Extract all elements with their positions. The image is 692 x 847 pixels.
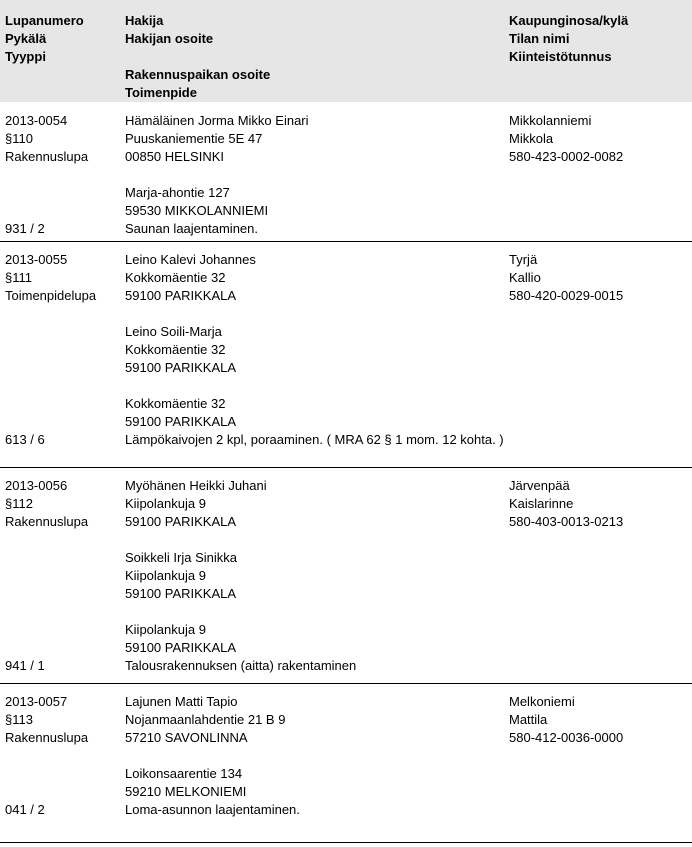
permit-number: 2013-0055: [5, 252, 68, 267]
district-name: Melkoniemi: [509, 694, 575, 709]
property-info: [509, 251, 623, 305]
header-label: Kiinteistötunnus: [509, 49, 612, 64]
applicant-address: 57210 SAVONLINNA: [125, 730, 248, 745]
site-address: Kokkomäentie 32: [125, 396, 226, 411]
site-address: Loikonsaarentie 134: [125, 766, 243, 781]
permit-info: [5, 112, 88, 166]
header-label: Rakennuspaikan osoite: [125, 67, 271, 82]
property-info: [509, 477, 623, 531]
applicant-address: Nojanmaanlahdentie 21 B 9: [125, 712, 286, 727]
permit-info: [5, 693, 88, 747]
property-id: 580-412-0036-0000: [509, 730, 624, 745]
permit-record: [0, 467, 692, 684]
permit-type: Rakennuslupa: [5, 149, 89, 164]
applicant-info: [125, 112, 309, 238]
permit-number: 2013-0057: [5, 694, 68, 709]
site-address: Marja-ahontie 127: [125, 185, 230, 200]
property-id: 580-420-0029-0015: [509, 288, 624, 303]
spacer: [125, 747, 300, 765]
permit-number: 2013-0056: [5, 478, 68, 493]
property-id: 580-403-0013-0213: [509, 514, 624, 529]
village-lot: 941 / 1: [5, 658, 45, 673]
permit-type: Rakennuslupa: [5, 730, 89, 745]
spacer: [125, 305, 504, 323]
header-col-applicant: [125, 12, 270, 102]
applicant-info: [125, 251, 504, 449]
permit-type: Rakennuslupa: [5, 514, 89, 529]
header-col-permit: [5, 12, 84, 66]
header-label: Toimenpide: [125, 85, 197, 100]
applicant-name: Leino Kalevi Johannes: [125, 252, 256, 267]
village-lot: 613 / 6: [5, 432, 45, 447]
header-label: Kaupunginosa/kylä: [509, 13, 629, 28]
applicant-name: Hämäläinen Jorma Mikko Einari: [125, 113, 309, 128]
section-number: §112: [5, 496, 33, 511]
section-number: §111: [5, 270, 32, 285]
applicant-info: [125, 477, 356, 675]
header-label: Pykälä: [5, 31, 47, 46]
applicant-address: 59100 PARIKKALA: [125, 514, 237, 529]
table-header: [0, 0, 692, 102]
header-col-property: [509, 12, 628, 66]
permit-type: Toimenpidelupa: [5, 288, 97, 303]
applicant-address: 59100 PARIKKALA: [125, 288, 237, 303]
property-id: 580-423-0002-0082: [509, 149, 624, 164]
permit-info: [5, 251, 96, 305]
applicant-name: Lajunen Matti Tapio: [125, 694, 238, 709]
spacer: [125, 377, 504, 395]
applicant-address: Kokkomäentie 32: [125, 270, 226, 285]
permit-info: [5, 477, 88, 531]
site-address: 59530 MIKKOLANNIEMI: [125, 203, 269, 218]
district-name: Järvenpää: [509, 478, 570, 493]
site-address: 59100 PARIKKALA: [125, 414, 237, 429]
applicant-address: Kokkomäentie 32: [125, 342, 226, 357]
permit-number: 2013-0054: [5, 113, 68, 128]
measure-description: Loma-asunnon laajentaminen.: [125, 802, 300, 817]
applicant-name: Leino Soili-Marja: [125, 324, 222, 339]
district-name: Mikkolanniemi: [509, 113, 592, 128]
section-number: §113: [5, 712, 33, 727]
header-label: Hakijan osoite: [125, 31, 214, 46]
village-lot: 041 / 2: [5, 802, 45, 817]
permit-record: [0, 683, 692, 843]
estate-name: Kaislarinne: [509, 496, 574, 511]
header-label: Tyyppi: [5, 49, 46, 64]
spacer: [125, 531, 356, 549]
applicant-address: 59100 PARIKKALA: [125, 360, 237, 375]
permit-record: [0, 241, 692, 468]
estate-name: Kallio: [509, 270, 541, 285]
site-address: 59100 PARIKKALA: [125, 640, 237, 655]
estate-name: Mattila: [509, 712, 548, 727]
spacer: [125, 603, 356, 621]
header-label: Tilan nimi: [509, 31, 570, 46]
village-lot: 931 / 2: [5, 221, 45, 236]
site-address: Kiipolankuja 9: [125, 622, 206, 637]
district-name: Tyrjä: [509, 252, 538, 267]
site-address: 59210 MELKONIEMI: [125, 784, 247, 799]
permit-record: [0, 102, 692, 242]
applicant-info: [125, 693, 300, 819]
applicant-name: Soikkeli Irja Sinikka: [125, 550, 237, 565]
estate-name: Mikkola: [509, 131, 554, 146]
section-number: §110: [5, 131, 33, 146]
property-info: [509, 112, 623, 166]
measure-description: Saunan laajentaminen.: [125, 221, 258, 236]
property-info: [509, 693, 623, 747]
header-label: Hakija: [125, 13, 164, 28]
header-label: Lupanumero: [5, 13, 84, 28]
measure-description: Talousrakennuksen (aitta) rakentaminen: [125, 658, 357, 673]
spacer: [125, 166, 309, 184]
applicant-name: Myöhänen Heikki Juhani: [125, 478, 267, 493]
applicant-address: Puuskaniementie 5E 47: [125, 131, 263, 146]
applicant-address: Kiipolankuja 9: [125, 568, 206, 583]
applicant-address: Kiipolankuja 9: [125, 496, 206, 511]
measure-description: Lämpökaivojen 2 kpl, poraaminen. ( MRA 62 § 1 mom. 12 kohta. ): [125, 432, 504, 447]
applicant-address: 00850 HELSINKI: [125, 149, 225, 164]
applicant-address: 59100 PARIKKALA: [125, 586, 237, 601]
